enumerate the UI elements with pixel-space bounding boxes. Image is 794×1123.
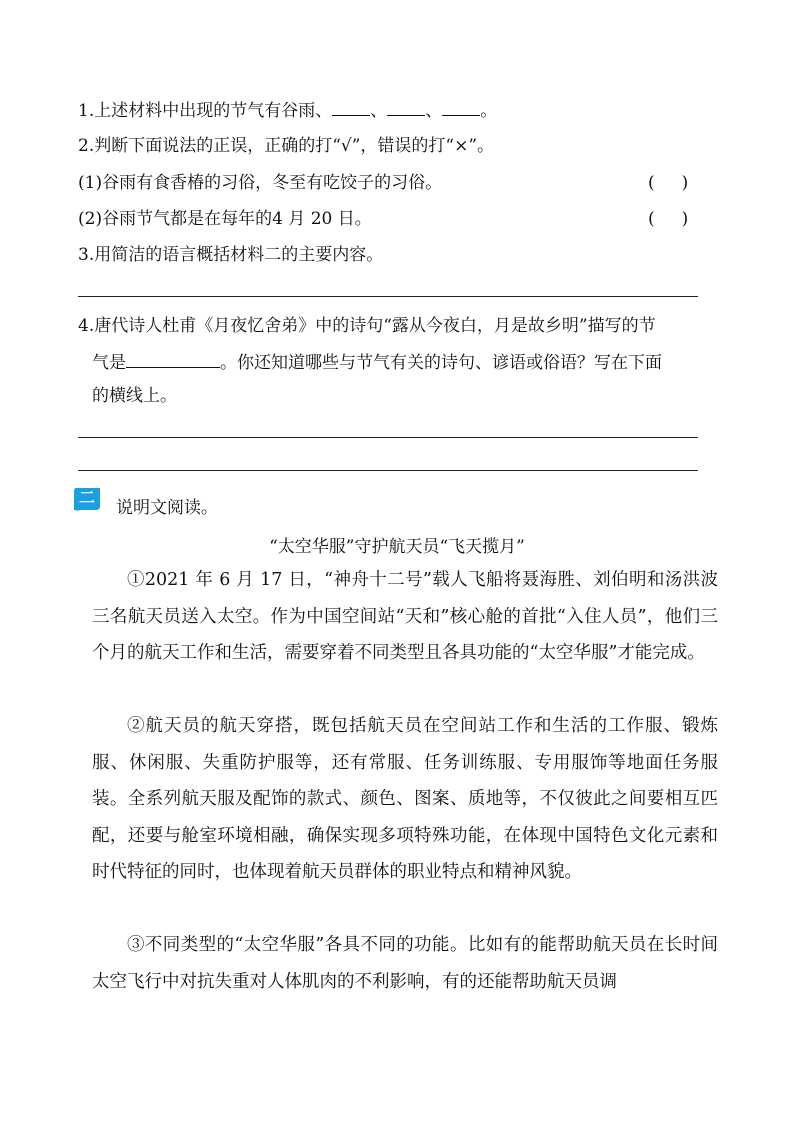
- answer-line[interactable]: [78, 437, 698, 438]
- question-4-text: 气是: [92, 353, 126, 373]
- answer-parentheses[interactable]: ( ): [648, 209, 689, 229]
- question-4-line-2: [92, 351, 662, 374]
- answer-blank[interactable]: [442, 99, 480, 116]
- question-4-line-1: 4.唐代诗人杜甫《月夜忆舍弟》中的诗句“露从今夜白，月是故乡明”描写的节: [78, 316, 656, 336]
- answer-parentheses[interactable]: ( ): [648, 173, 689, 193]
- separator: 、: [425, 101, 443, 121]
- article-paragraph-3: ③不同类型的“太空华服”各具不同的功能。比如有的能帮助航天员在长时间太空飞行中对抗失重对人体肌肉的不利影响，有的还能帮助航天员调: [92, 935, 718, 992]
- question-2-text: 2.判断下面说法的正误，正确的打“√”，错误的打“×”。: [78, 136, 495, 156]
- section-label: 说明文阅读。: [116, 498, 218, 518]
- question-4-text: 。你还知道哪些与节气有关的诗句、谚语或俗语？写在下面: [220, 353, 662, 373]
- question-2-item-2: (2)谷雨节气都是在每年的4 月 20 日。: [78, 209, 372, 229]
- section-number-badge: [72, 486, 102, 512]
- question-1-end: 。: [480, 101, 498, 121]
- question-2-item-1: (1)谷雨有食香椿的习俗，冬至有吃饺子的习俗。: [78, 173, 443, 193]
- question-1: [78, 99, 497, 122]
- question-1-text: 1.上述材料中出现的节气有谷雨、: [78, 101, 333, 121]
- answer-line[interactable]: [78, 470, 698, 471]
- article-paragraph-1: ①2021 年 6 月 17 日，“神舟十二号”载人飞船将聂海胜、刘伯明和汤洪波三名航天员送入太空。作为中国空间站“天和”核心舱的首批“入住人员”，他们三个月的航天工作和生活，需要穿着不同类型且各具功能的“太空华服”才能完成。: [92, 570, 718, 664]
- article-paragraph-2: ②航天员的航天穿搭，既包括航天员在空间站工作和生活的工作服、锻炼服、休闲服、失重防护服等，还有常服、任务训练服、专用服饰等地面任务服装。全系列航天服及配饰的款式、颜色、图案、质地等，不仅彼此之间要相互匹配，还要与舱室环境相融，确保实现多项特殊功能，在体现中国特色文化元素和时代特征的同时，也体现着航天员群体的职业特点和精神风貌。: [92, 716, 718, 883]
- question-3-text: 3.用简洁的语言概括材料二的主要内容。: [78, 245, 384, 265]
- separator: 、: [370, 101, 388, 121]
- answer-blank[interactable]: [387, 99, 425, 116]
- answer-line[interactable]: [78, 296, 698, 297]
- question-4-line-3: 的横线上。: [92, 386, 177, 406]
- article-title: “太空华服”守护航天员“飞天揽月”: [269, 537, 525, 557]
- answer-blank[interactable]: [332, 99, 370, 116]
- section-number: 二: [78, 488, 95, 507]
- answer-blank[interactable]: [126, 351, 220, 368]
